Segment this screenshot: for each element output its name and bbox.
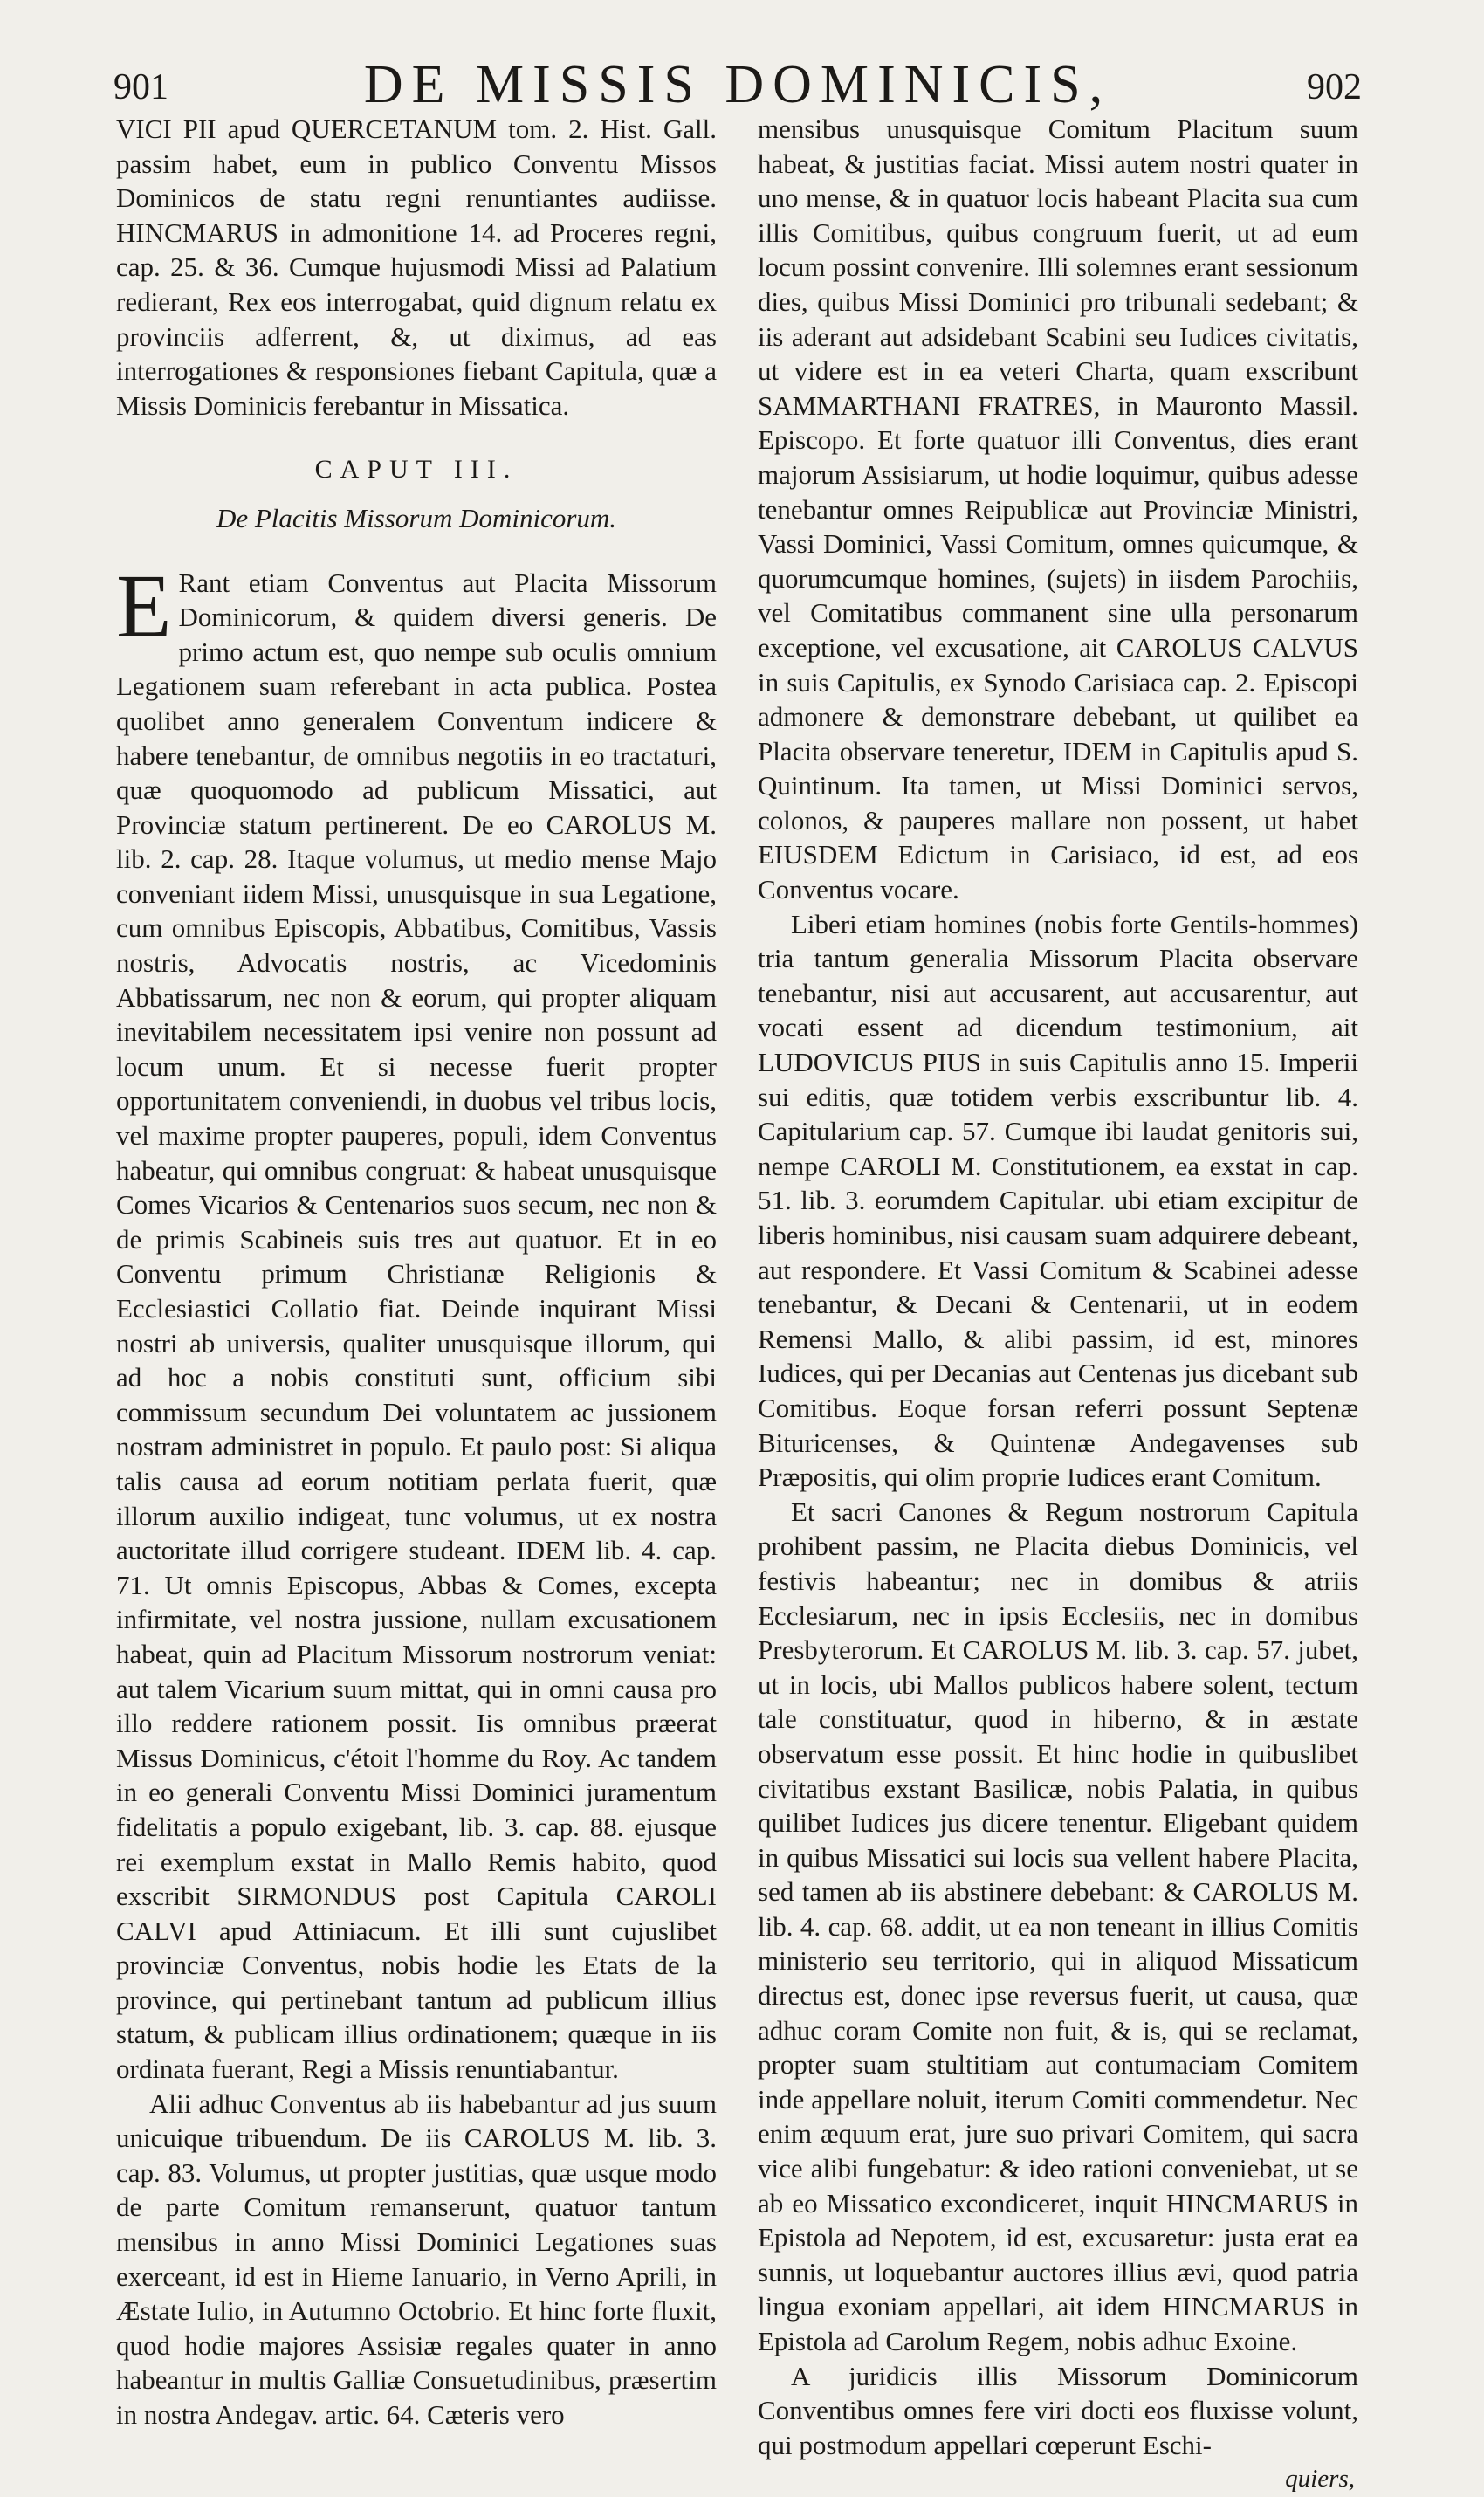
paragraph: Liberi etiam homines (nobis forte Gentils-hommes) tria tantum generalia Missorum Placita observare tenebantur, nisi aut accusarent, aut accusarentur, aut vocati essent ad dicendum testimonium, ait LUDOVICUS PIUS in suis Capitulis anno 15. Imperii sui editis, quæ totidem verbis exscribuntur lib. 4. Capitularium cap. 57. Cumque ibi laudat genitoris sui, nempe CAROLI M. Constitutionem, ea exstat in cap. 51. lib. 3. eorumdem Capitular. ubi etiam excipitur de liberis hominibus, nisi causam suam adquirere debeant, aut respondere. Et Vassi Comitum & Scabinei adesse tenebantur, & Decani & Centenarii, ut in eodem Remensi Mallo, & alibi passim, id est, minores Iudices, qui per Decanias aut Centenas jus dicebant sub Comitibus. Eoque forsan referri possunt Septenæ Bituricenses, & Quintenæ Andegavenses sub Præpositis, qui olim proprie Iudices erant Comitum. — [758, 908, 1358, 1493]
paragraph: A juridicis illis Missorum Dominicorum Conventibus omnes fere viri docti eos fluxisse volunt, qui postmodum appellari cœperunt Eschi- — [758, 2360, 1358, 2460]
right-column — [758, 112, 1358, 2497]
page-number-right: 902 — [1307, 67, 1362, 107]
page-number-left: 901 — [113, 67, 168, 107]
drop-cap: E — [116, 555, 172, 657]
running-title: DE MISSIS DOMINICIS, — [363, 55, 1112, 114]
paragraph-text: Rant etiam Conventus aut Placita Missorum Dominicorum, & quidem diversi generis. De primo actum est, quo nempe sub oculis omnium Legationem suam referebant in acta publica. Postea quolibet anno generalem Conventum indicere & habere tenebantur, de omnibus negotiis in eo tractaturi, quæ quoquomodo ad publicum Missatici, aut Provinciæ statum pertinerent. De eo CAROLUS M. lib. 2. cap. 28. Itaque volumus, ut medio mense Majo conveniant iidem Missi, unusquisque in sua Legatione, cum omnibus Episcopis, Abbatibus, Comitibus, Vassis nostris, Advocatis nostris, ac Vicedominis Abbatissarum, nec non & eorum, qui propter aliquam inevitabilem necessitatem ipsi venire non possunt ad locum unum. Et si necesse fuerit propter opportunitatem conveniendi, in duobus vel tribus locis, vel maxime propter pauperes, populi, idem Conventus habeatur, qui omnibus congruat: & habeat unusquisque Comes Vicarios & Centenarios suos secum, nec non & de primis Scabineis suis tres aut quatuor. Et in eo Conventu primum Christianæ Religionis & Ecclesiastici Collatio fiat. Deinde inquirant Missi nostri ab universis, qualiter unusquisque illorum, qui ad hoc a nobis constituti sunt, officium sibi commissum secundum Dei voluntatem ac jussionem nostram administret in populo. Et paulo post: Si aliqua talis causa ad eorum notitiam perlata fuerit, quæ illorum auxilio indigeat, tunc volumus, ut ex nostra auctoritate illud corrigere studeant. IDEM lib. 4. cap. 71. Ut omnis Episcopus, Abbas & Comes, excepta infirmitate, vel nostra jussione, nullam excusationem habeat, quin ad Placitum Missorum nostrorum veniat: aut talem Vicarium suum mittat, qui in omni causa pro illo reddere rationem possit. Iis omnibus præerat Missus Dominicus, c'étoit l'homme du Roy. Ac tandem in eo generali Conventu Missi Dominici juramentum fidelitatis a populo exigebant, lib. 3. cap. 88. ejusque rei exemplum exstat in Mallo Remis habito, quod exscribit SIRMONDUS post Capitula CAROLI CALVI apud Attiniacum. Et illi sunt cujuslibet provinciæ Conventus, nobis hodie les Etats de la province, qui pertinebant tantum ad publicum illius statum, & publicam illius ordinationem; quæque in iis ordinata fuerant, Regi a Missis renuntiabantur. — [116, 567, 717, 2085]
chapter-first-paragraph — [116, 555, 717, 2087]
paragraph: Et sacri Canones & Regum nostrorum Capitula prohibent passim, ne Placita diebus Dominicis, vel festivis habeantur; nec in domibus & atriis Ecclesiarum, nec in ipsis Ecclesiis, nec in domibus Presbyterorum. Et CAROLUS M. lib. 3. cap. 57. jubet, ut in locis, ubi Mallos publicos habere solent, tectum tale constituatur, quod in hiberno, & in æstate observatum esse possit. Et hinc hodie in quibuslibet civitatibus exstant Basilicæ, nobis Palatia, in quibus quilibet Iudices jus dicere tenentur. Eligebant quidem in quibus Missatici sui locis sua vellent habere Placita, sed tamen ab iis abstinere debebant: & CAROLUS M. lib. 4. cap. 68. addit, ut ea non teneant in illius Comitis ministerio seu territorio, qui in aliquod Missaticum directus est, donec ipse reversus fuerit, ut causa, quæ adhuc coram Comite non fuit, & is, qui se reclamat, propter suam stultitiam aut contumaciam Comitem inde appellare noluit, iterum Comiti commendetur. Nec enim æquum erat, jure suo privari Comitem, qui sacra vice alibi fungebatur: & ideo rationi conveniebat, ut se ab eo Missatico excondiceret, inquit HINCMARUS in Epistola ad Nepotem, id est, excusaretur: justa erat ea sunnis, ut loquebantur auctores illius ævi, quod patria lingua exoniam appellari, ait idem HINCMARUS in Epistola ad Carolum Regem, nobis adhuc Exoine. — [758, 1496, 1358, 2356]
running-header — [113, 54, 1362, 115]
chapter-heading: CAPUT III. — [314, 455, 519, 485]
catchword: quiers, — [1285, 2465, 1355, 2494]
paragraph: mensibus unusquisque Comitum Placitum suum habeat, & justitias faciat. Missi autem nostri quater in uno mense, & in quatuor locis habeant Placita sua cum illis Comitibus, quibus congruum fuerit, ut ad eum locum possint convenire. Illi solemnes erant sessionum dies, quibus Missi Dominici pro tribunali sedebant; & iis aderant aut adsidebant Scabini seu Iudices civitatis, ut videre est in ea veteri Charta, quam exscribunt SAMMARTHANI FRATRES, in Mauronto Massil. Episcopo. Et forte quatuor illi Conventus, dies erant majorum Assisiarum, ut hodie loquimur, quibus adesse tenebantur omnes Reipublicæ aut Provinciæ Ministri, Vassi Dominici, Vassi Comitum, omnes quicumque, & quorumcumque homines, (sujets) in iisdem Parochiis, vel Comitatibus commanent sine ulla personarum exceptione, vel excusatione, ait CAROLUS CALVUS in suis Capitulis, ex Synodo Carisiaca cap. 2. Episcopi admonere & demonstrare debebant, ut quilibet ea Placita observare teneretur, IDEM in Capitulis apud S. Quintinum. Ita tamen, ut Missi Dominici servos, colonos, & pauperes mallare non possent, ut habet EIUSDEM Edictum in Carisiaco, id est, ad eos Conventus vocare. — [758, 114, 1358, 905]
chapter-subtitle: De Placitis Missorum Dominicorum. — [216, 502, 617, 533]
left-column — [116, 112, 717, 2432]
paragraph: Alii adhuc Conventus ab iis habebantur ad jus suum unicuique tribuendum. De iis CAROLUS M. lib. 3. cap. 83. Volumus, ut propter justitias, quæ usque modo de parte Comitum remanserunt, quatuor tantum mensibus in anno Missi Dominici Legationes suas exerceant, id est in Hieme Ianuario, in Verno Aprili, in Æstate Iulio, in Autumno Octobrio. Et hinc forte fluxit, quod hodie majores Assisiæ regales quater in anno habeantur in multis Galliæ Consuetudinibus, præsertim in nostra Andegav. artic. 64. Cæteris vero — [116, 2088, 717, 2430]
intro-paragraph: VICI PII apud QUERCETANUM tom. 2. Hist. Gall. passim habet, eum in publico Conventu Missos Dominicos de statu regni renuntiantes audiisse. HINCMARUS in admonitione 14. ad Proceres regni, cap. 25. & 36. Cumque hujusmodi Missi ad Palatium redierant, Rex eos interrogabat, quid dignum relatu ex provinciis adferrent, &, ut diximus, ad eas interrogationes & responsiones fiebant Capitula, quæ a Missis Dominicis ferebantur in Missatica. — [116, 114, 717, 421]
